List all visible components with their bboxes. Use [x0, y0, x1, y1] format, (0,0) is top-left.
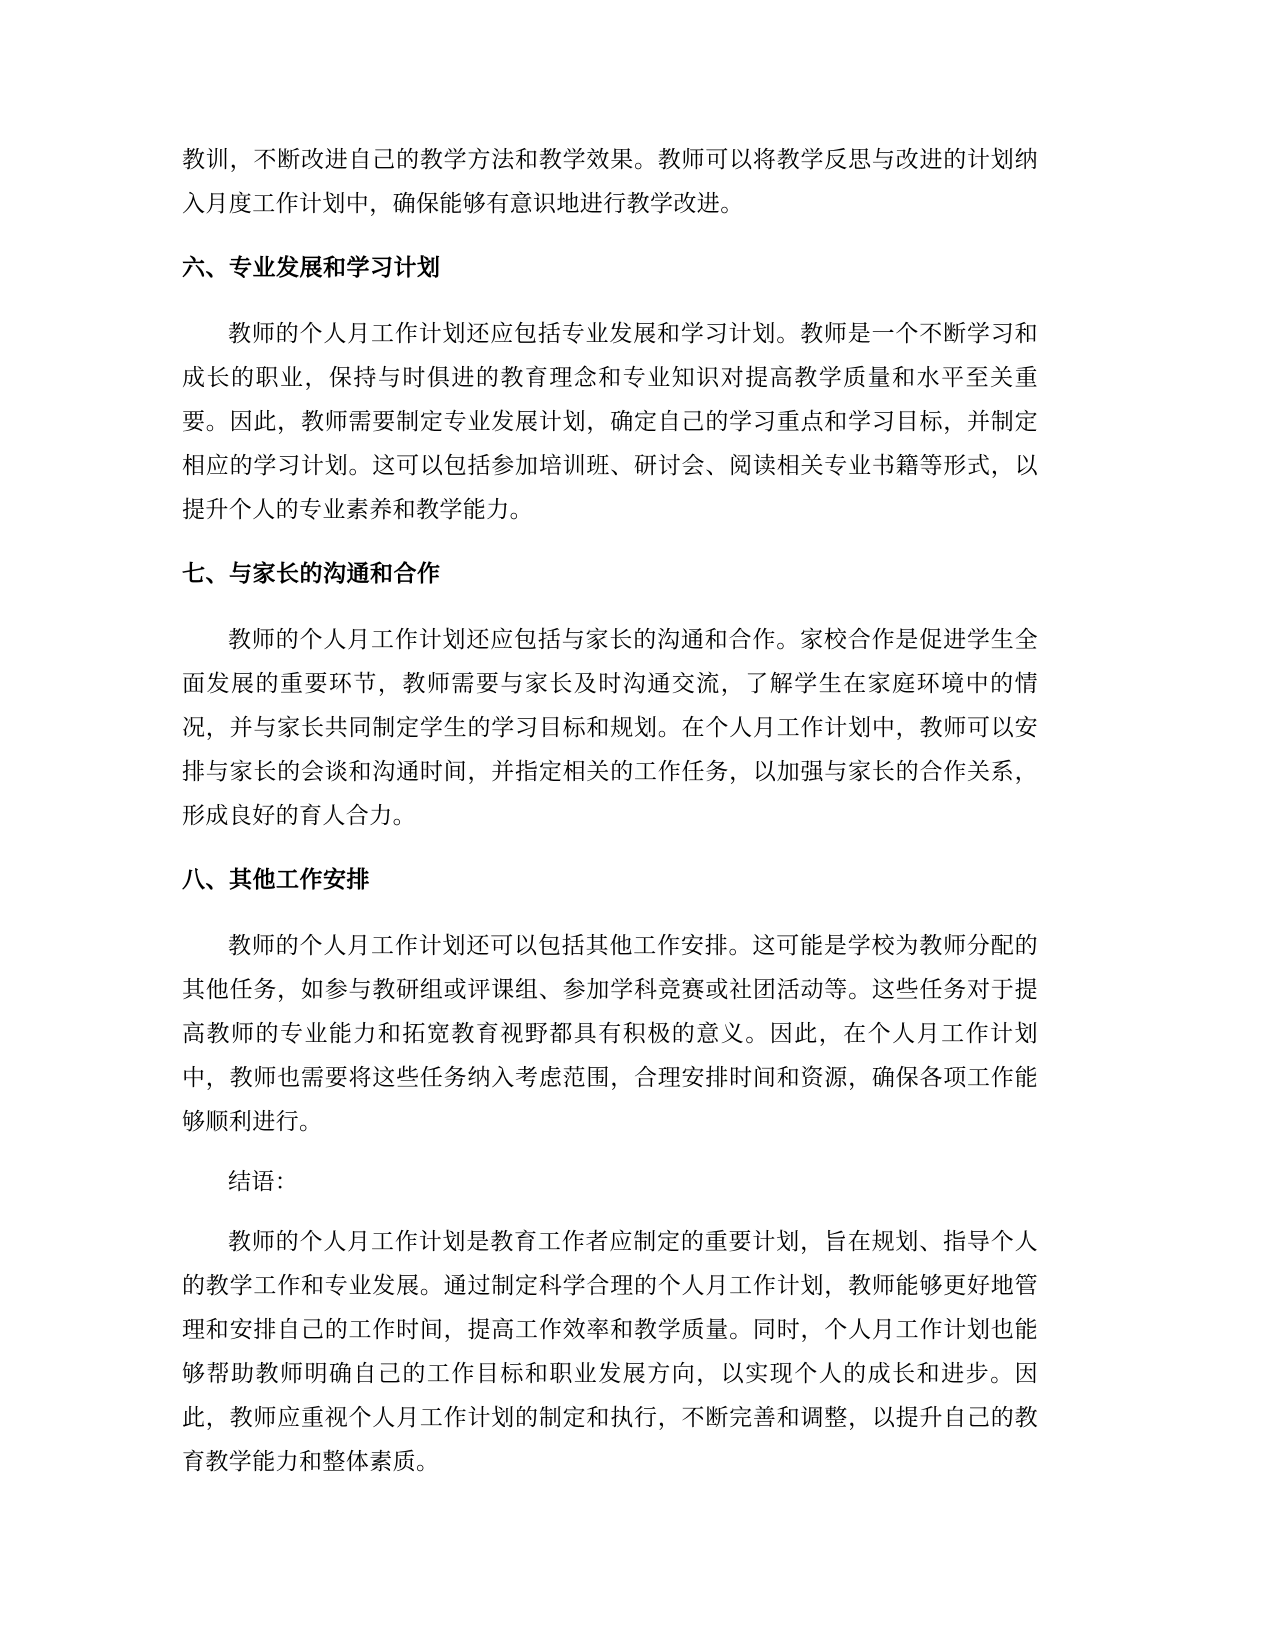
section-paragraph-6: 教师的个人月工作计划还应包括专业发展和学习计划。教师是一个不断学习和成长的职业，保持与时俱进的教育理念和专业知识对提高教学质量和水平至关重要。因此，教师需要制定专业发展计划，确定自己的学习重点和学习目标，并制定相应的学习计划。这可以包括参加培训班、研讨会、阅读相关专业书籍等形式，以提升个人的专业素养和教学能力。	[182, 321, 1038, 523]
intro-paragraph: 教训，不断改进自己的教学方法和教学效果。教师可以将教学反思与改进的计划纳入月度工作计划中，确保能够有意识地进行教学改进。	[182, 147, 1038, 217]
section-paragraph-7: 教师的个人月工作计划还应包括与家长的沟通和合作。家校合作是促进学生全面发展的重要环节，教师需要与家长及时沟通交流，了解学生在家庭环境中的情况，并与家长共同制定学生的学习目标和规划。在个人月工作计划中，教师可以安排与家长的会谈和沟通时间，并指定相关的工作任务，以加强与家长的合作关系，形成良好的育人合力。	[182, 627, 1038, 829]
conclusion-label: 结语：	[228, 1169, 299, 1195]
section-heading-8: 八、其他工作安排	[182, 867, 370, 893]
conclusion-paragraph: 教师的个人月工作计划是教育工作者应制定的重要计划，旨在规划、指导个人的教学工作和专业发展。通过制定科学合理的个人月工作计划，教师能够更好地管理和安排自己的工作时间，提高工作效率和教学质量。同时，个人月工作计划也能够帮助教师明确自己的工作目标和职业发展方向，以实现个人的成长和进步。因此，教师应重视个人月工作计划的制定和执行，不断完善和调整，以提升自己的教育教学能力和整体素质。	[182, 1229, 1038, 1475]
section-paragraph-8: 教师的个人月工作计划还可以包括其他工作安排。这可能是学校为教师分配的其他任务，如参与教研组或评课组、参加学科竞赛或社团活动等。这些任务对于提高教师的专业能力和拓宽教育视野都具有积极的意义。因此，在个人月工作计划中，教师也需要将这些任务纳入考虑范围，合理安排时间和资源，确保各项工作能够顺利进行。	[182, 933, 1038, 1135]
section-heading-7: 七、与家长的沟通和合作	[182, 561, 441, 587]
document-page	[182, 138, 1038, 1484]
section-heading-6: 六、专业发展和学习计划	[182, 255, 441, 281]
